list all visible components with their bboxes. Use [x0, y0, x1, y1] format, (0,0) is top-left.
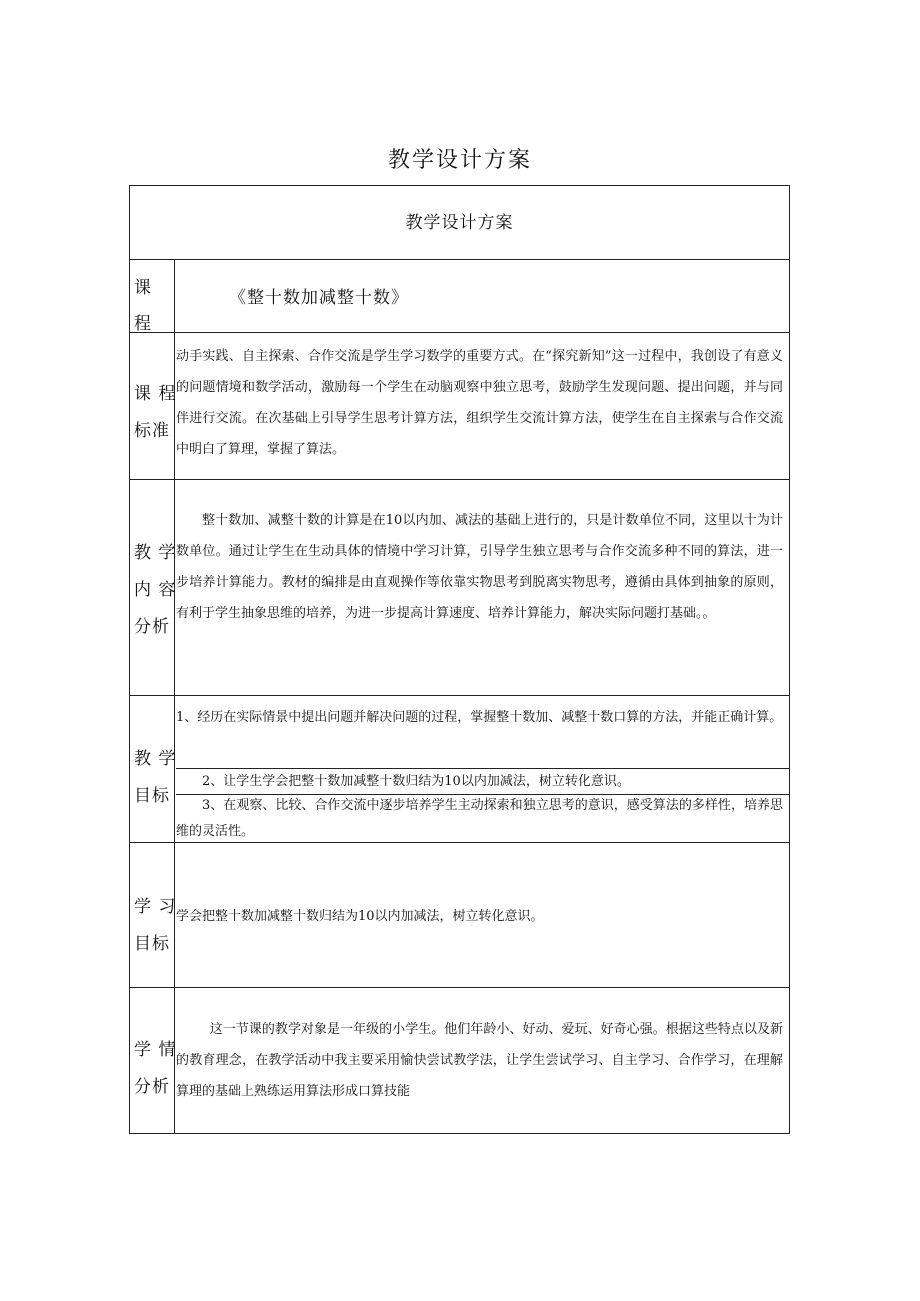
content-analysis-label — [130, 480, 175, 695]
learner-analysis-content — [176, 988, 789, 1133]
learning-goals-row — [130, 843, 789, 988]
curriculum-standard-label-line-2: 标准 — [134, 421, 170, 441]
content-analysis-label-line-1: 教 学 — [134, 543, 177, 563]
teaching-goals-label — [130, 696, 175, 842]
teaching-goal-3: 3、在观察、比较、合作交流中逐步培养学生主动探索和独立思考的意识，感受算法的多样性，培养思维的灵活性。 — [176, 798, 783, 839]
teaching-goals-content — [176, 696, 789, 842]
course-content — [176, 260, 789, 332]
lesson-plan-table — [129, 185, 790, 1134]
curriculum-standard-content — [176, 333, 789, 479]
course-name: 《整十数加减整十数》 — [229, 288, 409, 308]
learner-analysis-text: 这一节课的教学对象是一年级的小学生。他们年龄小、好动、爱玩、好奇心强。根据这些特点以及新的教育理念，在教学活动中我主要采用愉快尝试教学法，让学生尝试学习、自主学习、合作学习，在理解算理的基础上熟练运用算法形成口算技能 — [176, 1022, 783, 1099]
course-label-line-1: 课 — [134, 278, 152, 298]
teaching-goals-label-line-1: 教 学 — [134, 749, 177, 769]
curriculum-standard-label — [130, 333, 175, 479]
curriculum-standard-row — [130, 333, 789, 480]
course-label — [130, 260, 175, 332]
curriculum-standard-text: 动手实践、自主探索、合作交流是学生学习数学的重要方式。在“探究新知”这一过程中，我创设了有意义的问题情境和数学活动，激励每一个学生在动脑观察中独立思考，鼓励学生发现问题、提出问题，并与同伴进行交流。在次基础上引导学生思考计算方法，组织学生交流计算方法，使学生在自主探索与合作交流中明白了算理，掌握了算法。 — [176, 349, 783, 457]
curriculum-standard-label-line-1: 课 程 — [134, 384, 177, 404]
teaching-goal-cell-3 — [176, 795, 789, 843]
teaching-goal-1: 1、经历在实际情景中提出问题并解决问题的过程，掌握整十数加、减整十数口算的方法，并能正确计算。 — [176, 710, 783, 725]
content-analysis-text: 整十数加、减整十数的计算是在10以内加、减法的基础上进行的，只是计数单位不同，这里以十为计数单位。通过让学生在生动具体的情境中学习计算，引导学生独立思考与合作交流多种不同的算法，进一步培养计算能力。教材的编排是由直观操作等依靠实物思考到脱离实物思考，遵循由具体到抽象的原则，有利于学生抽象思维的培养，为进一步提高计算速度、培养计算能力，解决实际问题打基础。。 — [176, 513, 783, 621]
learning-goals-label-line-2: 目标 — [134, 934, 170, 954]
content-analysis-label-line-3: 分析 — [134, 617, 170, 637]
course-label-line-2: 程 — [134, 314, 152, 334]
learner-analysis-row — [130, 988, 789, 1133]
learner-analysis-label-line-2: 分析 — [134, 1077, 170, 1097]
course-row — [130, 260, 789, 333]
content-analysis-row — [130, 480, 789, 696]
learning-goals-label-line-1: 学 习 — [134, 897, 177, 917]
learner-analysis-label — [130, 988, 175, 1133]
teaching-goal-cell-1 — [176, 696, 789, 769]
document-title: 教学设计方案 — [387, 148, 532, 173]
teaching-goals-row — [130, 696, 789, 843]
table-header: 教学设计方案 — [130, 186, 789, 260]
learning-goals-content — [176, 843, 789, 987]
learning-goals-text: 学会把整十数加减整十数归结为10以内加减法，树立转化意识。 — [176, 909, 544, 924]
content-analysis-content — [176, 480, 789, 695]
learning-goals-label — [130, 843, 175, 987]
learner-analysis-label-line-1: 学 情 — [134, 1040, 177, 1060]
teaching-goal-cell-2 — [176, 769, 789, 795]
teaching-goal-2: 2、让学生学会把整十数加减整十数归结为10以内加减法，树立转化意识。 — [202, 774, 630, 789]
content-analysis-label-line-2: 内 容 — [134, 580, 177, 600]
teaching-goals-label-line-2: 目标 — [134, 786, 170, 806]
